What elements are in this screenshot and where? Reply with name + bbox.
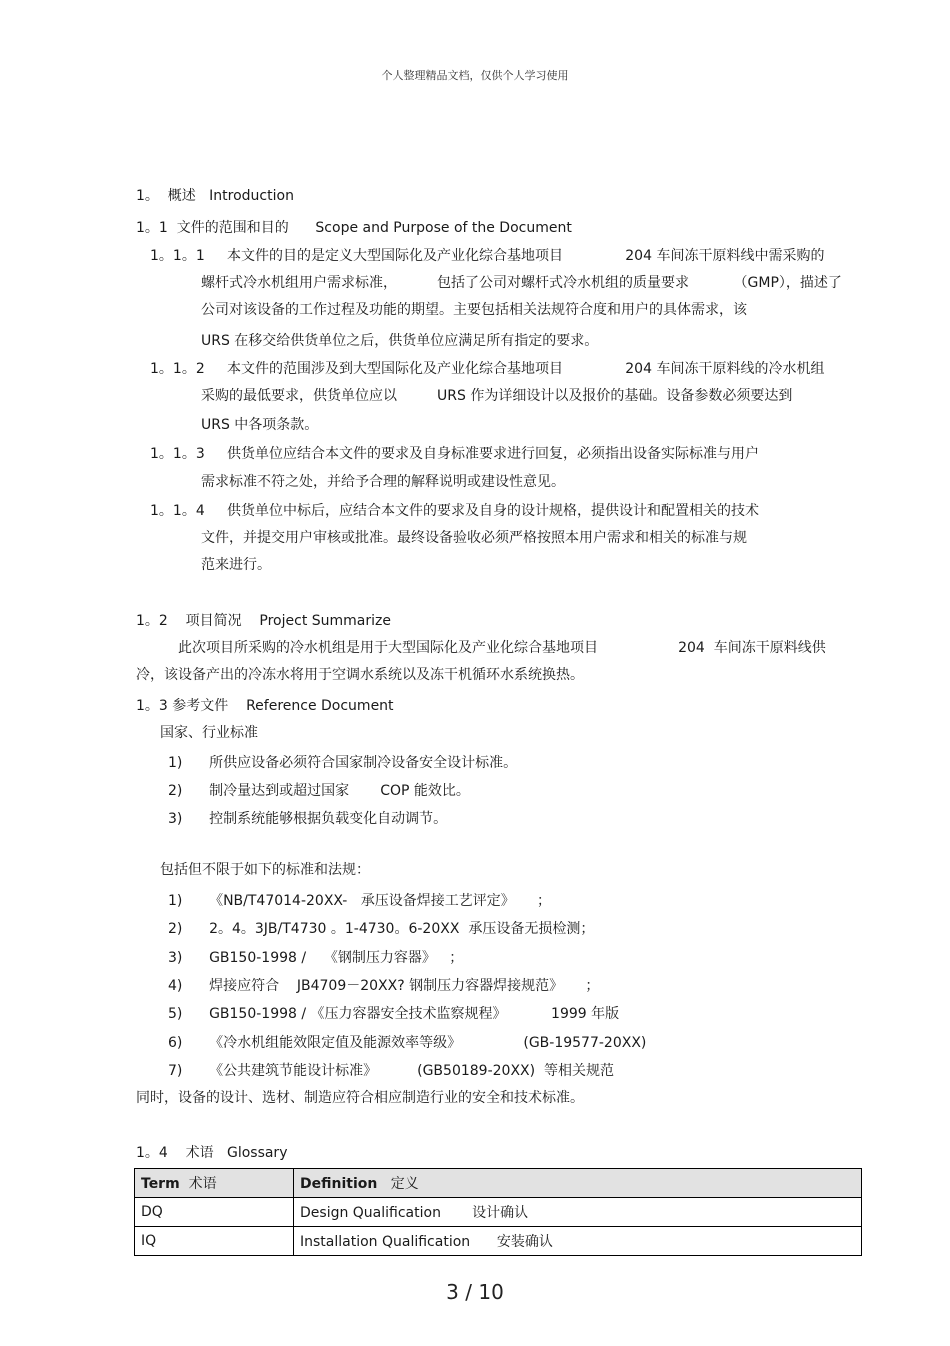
section-1-heading: 1。 概述 Introduction xyxy=(136,188,294,204)
watermark: 个人整理精品文档，仅供个人学习使用 xyxy=(381,69,569,82)
section-1-1-heading: 1。1 文件的范围和目的 Scope and Purpose of the Document xyxy=(136,220,572,236)
para-1-1-2-line2: 采购的最低要求，供货单位应以 URS 作为详细设计以及报价的基础。设备参数必须要达到 xyxy=(201,388,793,404)
list-item: 1) 所供应设备必须符合国家制冷设备安全设计标准。 xyxy=(168,755,518,771)
para-1-1-2: 1。1。2 本文件的范围涉及到大型国际化及产业化综合基地项目 204 车间冻干原料线的冷水机组 xyxy=(150,361,825,377)
para-1-2: 此次项目所采购的冷水机组是用于大型国际化及产业化综合基地项目 204 车间冻干原料线供 xyxy=(178,640,826,656)
definition-cell: Installation Qualification 安装确认 xyxy=(294,1227,862,1256)
list-item: 6) 《冷水机组能效限定值及能源效率等级》 (GB-19577-20XX) xyxy=(168,1035,647,1051)
list-item: 2) 2。4。3JB/T4730 。1-4730。6-20XX 承压设备无损检测； xyxy=(168,921,595,937)
para-1-2-line2: 冷，该设备产出的冷冻水将用于空调水系统以及冻干机循环水系统换热。 xyxy=(136,667,584,683)
list-item: 7) 《公共建筑节能设计标准》 (GB50189-20XX) 等相关规范 xyxy=(168,1063,614,1079)
standards-note: 同时，设备的设计、选材、制造应符合相应制造行业的安全和技术标准。 xyxy=(136,1090,584,1106)
definition-cell: Design Qualification 设计确认 xyxy=(294,1198,862,1227)
table-header-row xyxy=(135,1169,862,1198)
para-1-1-4-line3: 范来进行。 xyxy=(201,557,271,573)
page-indicator: 3 / 10 xyxy=(446,1280,504,1304)
list-item: 1) 《NB/T47014-20XX- 承压设备焊接工艺评定》 ； xyxy=(168,893,551,909)
term-cell: IQ xyxy=(135,1227,294,1256)
para-1-1-1-line3: 公司对该设备的工作过程及功能的期望。主要包括相关法规符合度和用户的具体需求，该 xyxy=(201,302,747,318)
definition-header: Definition 定义 xyxy=(294,1169,862,1198)
para-1-1-1: 1。1。1 本文件的目的是定义大型国际化及产业化综合基地项目 204 车间冻干原料线中需采购的 xyxy=(150,248,825,264)
list-item: 2) 制冷量达到或超过国家 COP 能效比。 xyxy=(168,783,470,799)
para-1-1-3: 1。1。3 供货单位应结合本文件的要求及自身标准要求进行回复，必须指出设备实际标准与用户 xyxy=(150,446,759,462)
list-item: 4) 焊接应符合 JB4709－20XX? 钢制压力容器焊接规范》 ； xyxy=(168,978,600,994)
para-1-1-3-line2: 需求标准不符之处，并给予合理的解释说明或建设性意见。 xyxy=(201,474,565,490)
section-1-2-heading: 1。2 项目简况 Project Summarize xyxy=(136,613,391,629)
list-item: 5) GB150-1998 / 《压力容器安全技术监察规程》 1999 年版 xyxy=(168,1006,620,1022)
term-header: Term 术语 xyxy=(135,1169,294,1198)
term-cell: DQ xyxy=(135,1198,294,1227)
list-item: 3) 控制系统能够根据负载变化自动调节。 xyxy=(168,811,448,827)
table-row xyxy=(135,1227,862,1256)
para-1-1-1-line4: URS 在移交给供货单位之后，供货单位应满足所有指定的要求。 xyxy=(201,333,599,349)
glossary-table xyxy=(134,1168,862,1256)
para-1-1-1-line2: 螺杆式冷水机组用户需求标准， 包括了公司对螺杆式冷水机组的质量要求 （GMP），描述了 xyxy=(201,275,842,291)
section-1-3-heading: 1。3 参考文件 Reference Document xyxy=(136,698,394,714)
standards-intro: 包括但不限于如下的标准和法规： xyxy=(160,862,370,878)
para-1-1-4-line2: 文件，并提交用户审核或批准。最终设备验收必须严格按照本用户需求和相关的标准与规 xyxy=(201,530,747,546)
para-1-1-2-line3: URS 中各项条款。 xyxy=(201,417,319,433)
national-standards-label: 国家、行业标准 xyxy=(160,725,258,741)
para-1-1-4: 1。1。4 供货单位中标后，应结合本文件的要求及自身的设计规格，提供设计和配置相关的技术 xyxy=(150,503,759,519)
list-item: 3) GB150-1998 / 《钢制压力容器》 ； xyxy=(168,950,464,966)
section-1-4-heading: 1。4 术语 Glossary xyxy=(136,1145,288,1161)
table-row xyxy=(135,1198,862,1227)
